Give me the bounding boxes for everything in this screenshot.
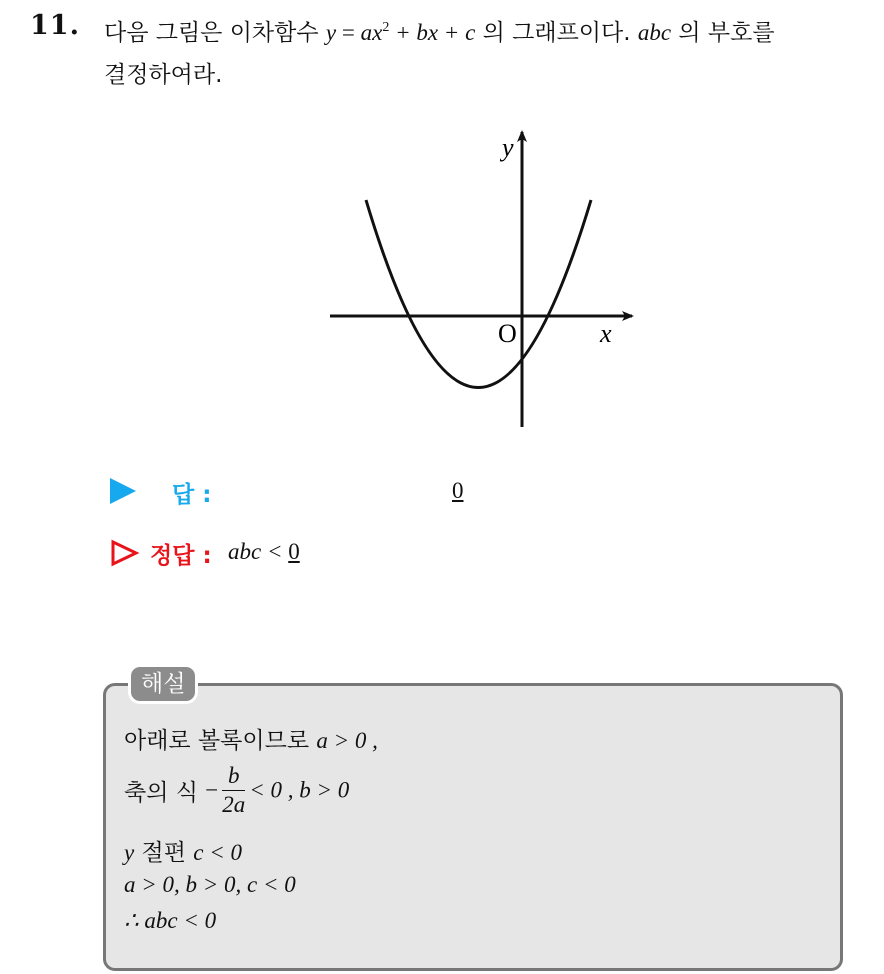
correct-label: 정답 : bbox=[150, 543, 212, 569]
question-text-before: 다음 그림은 이차함수 bbox=[104, 20, 326, 46]
solution-line-2-minus: − bbox=[205, 777, 219, 803]
solution-fraction bbox=[222, 762, 245, 819]
solution-line-3-text: 절편 bbox=[134, 840, 194, 866]
solution-tab: 해설 bbox=[128, 664, 198, 704]
solution-line-1 bbox=[124, 722, 378, 755]
function-eq: = bbox=[336, 20, 361, 45]
x-axis-label: x bbox=[600, 319, 612, 348]
function-rhs-a: ax bbox=[360, 20, 383, 45]
question-number: 11. bbox=[30, 10, 80, 41]
answer-label: 답 : bbox=[172, 482, 212, 508]
solution-line-4 bbox=[124, 872, 296, 898]
correct-value-prefix: abc < bbox=[228, 539, 289, 564]
question-text-line2: 결정하여라. bbox=[104, 62, 223, 88]
question-text-after: 의 그래프이다. bbox=[475, 20, 638, 46]
answer-bullet-icon bbox=[110, 478, 136, 504]
y-axis-label: y bbox=[502, 133, 514, 162]
solution-line-2-tail: < 0 , b > 0 bbox=[249, 777, 350, 803]
fraction-numerator: b bbox=[222, 762, 245, 791]
solution-line-3-math: c < 0 bbox=[193, 840, 243, 865]
solution-line-1-text: 아래로 볼록이므로 bbox=[124, 728, 317, 754]
origin-label: O bbox=[498, 319, 517, 348]
solution-line-2 bbox=[124, 762, 349, 819]
solution-line-3 bbox=[124, 834, 242, 867]
parabola-curve bbox=[366, 200, 591, 388]
solution-line-5 bbox=[124, 908, 216, 934]
correct-value-number: 0 bbox=[288, 539, 300, 564]
solution-line-3-var: y bbox=[124, 840, 135, 865]
question-text-line1 bbox=[104, 14, 775, 47]
correct-value bbox=[228, 539, 300, 565]
solution-line-4-math: a > 0, b > 0, c < 0 bbox=[124, 872, 296, 897]
function-exponent: 2 bbox=[382, 20, 390, 35]
function-lhs: y bbox=[325, 20, 337, 45]
solution-line-2-text: 축의 식 bbox=[124, 780, 206, 806]
question-text-end: 의 부호를 bbox=[671, 20, 775, 46]
correct-bullet-icon bbox=[110, 539, 140, 567]
function-rhs-b: + bx + c bbox=[389, 20, 476, 45]
fraction-denominator: 2a bbox=[222, 792, 246, 817]
parabola-graph bbox=[320, 120, 640, 440]
solution-line-5-math: ∴ abc < 0 bbox=[124, 908, 217, 933]
solution-line-1-math: a > 0 , bbox=[316, 728, 378, 753]
question-abc: abc bbox=[637, 20, 672, 45]
answer-value: 0 bbox=[452, 478, 464, 503]
